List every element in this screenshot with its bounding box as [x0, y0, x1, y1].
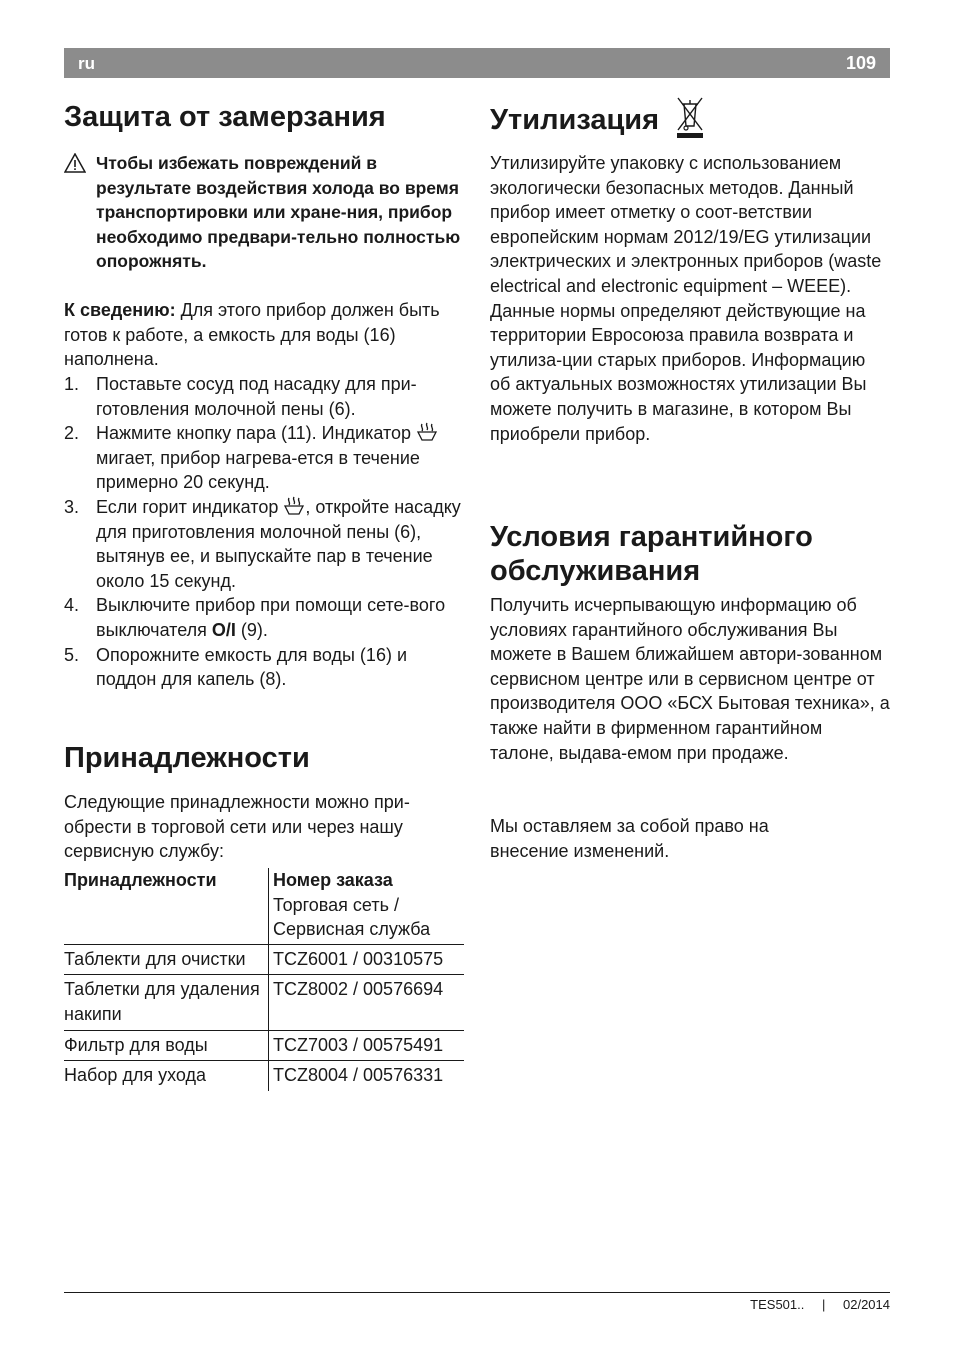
accessory-name: Таблекти для очистки [64, 948, 246, 969]
accessory-name: Набор для ухода [64, 1065, 207, 1086]
list-item [64, 372, 464, 421]
warranty-note: Мы оставляем за собой право на внесение изменений. [490, 816, 769, 861]
accessory-name: Таблетки для удаления накипи [64, 979, 260, 1024]
freeze-title: Защита от замерзания [64, 101, 386, 133]
steam-indicator-icon [283, 497, 305, 517]
warranty-text: Получить исчерпывающую информацию об условиях гарантийного обслуживания Вы можете в Вашем ближайшем автори-зованном сервисном центре или в сервисном центре от производителя ООО «БСХ Бытовая техника», а также найти в фирменном гарантийном талоне, выдава-емом при продаже. [490, 595, 890, 763]
freeze-warning [64, 151, 464, 274]
accessory-order-code: TCZ8002 / 00576694 [269, 975, 465, 1030]
step-text: Если горит индикатор , откройте насадку для приготовления молочной пены (6), вытянув ее, и выпускайте пар в течение около 15 секунд. [96, 496, 461, 591]
list-item [64, 643, 464, 692]
footer-separator: | [821, 1297, 826, 1312]
steam-indicator-icon [416, 423, 438, 443]
warning-triangle-icon [64, 151, 96, 274]
freeze-note [64, 298, 454, 372]
table-subheader-row [64, 893, 464, 945]
language-label: ru [78, 54, 95, 73]
accessory-name: Фильтр для воды [64, 1034, 208, 1055]
table-row [64, 1030, 464, 1061]
list-item [64, 495, 464, 593]
footer-date: 02/2014 [843, 1297, 890, 1312]
step-text: Нажмите кнопку пара (11). Индикатор мигает, прибор нагрева-ется в течение примерно 20 секунд. [96, 421, 464, 495]
step-number: 4. [64, 595, 80, 616]
table-row [64, 944, 464, 975]
step-number: 1. [64, 374, 80, 394]
col-header-order-number: Номер заказа [269, 868, 465, 893]
warning-text: Чтобы избежать повреждений в результате воздействия холода во время транспортировки или хране-ния, прибор необходимо предвари-тельно полностью опорожнять. [96, 153, 461, 272]
table-row [64, 975, 464, 1030]
disposal-text: Утилизируйте упаковку с использованием экологически безопасных методов. Данный прибор имеет отметку о соот-ветствии европейским нормам 2012/19/EG утилизации электрических и электронных приборов (waste electrical and electronic equipment – WEEE). Данные нормы определяют действующие на территории Евросоюза правила возврата и утилиза-ции старых приборов. Информацию об актуальных возможностях утилизации Вы можете получить в магазине, в котором Вы приобрели прибор. [490, 153, 882, 444]
weee-bin-icon [673, 96, 707, 143]
note-label: К сведению: [64, 300, 176, 320]
col-subheader-channel: Торговая сеть / Сервисная служба [269, 893, 465, 945]
footer-model: TES501.. [750, 1297, 805, 1312]
freeze-steps-list [64, 372, 464, 692]
step-number: 2. [64, 423, 80, 444]
table-row [64, 1061, 464, 1091]
step-text: Поставьте сосуд под насадку для при-готовления молочной пены (6). [96, 374, 417, 419]
accessories-title: Принадлежности [64, 742, 310, 774]
warranty-title: Условия гарантийного обслуживания [490, 521, 813, 587]
step-number: 3. [64, 496, 80, 517]
note-text: Для этого прибор должен быть готов к работе, а емкость для воды (16) наполнена. [64, 300, 440, 370]
accessory-order-code: TCZ7003 / 00575491 [269, 1030, 465, 1061]
disposal-heading [490, 96, 707, 143]
footer-divider [64, 1292, 890, 1293]
accessory-order-code: TCZ6001 / 00310575 [269, 944, 465, 975]
page-number: 109 [845, 53, 876, 73]
table-header-row [64, 868, 464, 893]
accessories-table [64, 868, 464, 1091]
accessory-order-code: TCZ8004 / 00576331 [269, 1061, 465, 1091]
accessories-intro: Следующие принадлежности можно при-обрести в торговой сети или через нашу сервисную службу: [64, 792, 410, 862]
step-text: Выключите прибор при помощи сете-вого выключателя O/I (9). [96, 595, 446, 640]
disposal-title: Утилизация [490, 103, 660, 136]
footer [750, 1297, 890, 1312]
page-header-bar [64, 48, 890, 78]
step-number: 5. [64, 644, 80, 665]
list-item [64, 421, 464, 495]
power-switch-symbol: O/I [211, 619, 236, 640]
col-header-accessories: Принадлежности [64, 870, 217, 890]
step-text: Опорожните емкость для воды (16) и поддон для капель (8). [96, 644, 408, 690]
list-item [64, 593, 464, 642]
